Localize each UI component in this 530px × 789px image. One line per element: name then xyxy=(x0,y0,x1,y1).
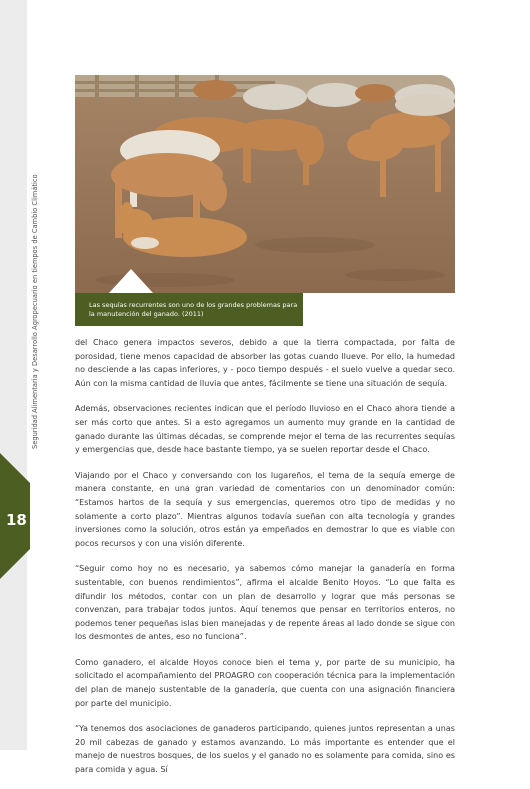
cattle-photo xyxy=(75,75,455,293)
paragraph: Viajando por el Chaco y conversando con los lugareños, el tema de la sequía emerge de manera constante, en una gran variedad de comentarios con un denominador común: “Estamos hartos de la sequía y sus emergencias, queremos otro tipo de medidas y no solamente a corto plazo”. Mientras algunos todavía sueñan con alta tecnología y grandes inversiones como la solución, otros están ya empeñados en demostrar lo que es viable con pocos recursos y con una visión diferente. xyxy=(75,470,455,548)
running-title: Seguridad Alimentaria y Desarrollo Agropecuario en tiempos de Cambio Climático xyxy=(31,174,39,449)
photo-caption: Las sequías recurrentes son uno de los grandes problemas para la manutención del ganado. (2011) xyxy=(89,301,298,318)
article-body xyxy=(75,336,455,789)
paragraph: “Ya tenemos dos asociaciones de ganaderos participando, quienes juntos representan a unas 20 mil cabezas de ganado y estamos avanzando. Lo más importante es entender que el manejo de nuestros bosques, de los suelos y el ganado no es solamente para comida, sino es para comida y agua. Sí xyxy=(75,724,455,775)
paragraph: “Seguir como hoy no es necesario, ya sabemos cómo manejar la ganadería en forma sustentable, con buenos rendimientos”, afirma el alcalde Benito Hoyos. “Lo que falta es difundir los métodos, contar con un plan de desarrollo y lograr que más personas se convenzan, para trabajar todos juntos. Aquí tenemos que pensar en territorios enteros, no podemos tener pequeñas islas bien manejadas y de repente áreas al lado donde se sigue con los desmontes de antes, eso no funciona”. xyxy=(75,564,455,642)
paragraph: Como ganadero, el alcalde Hoyos conoce bien el tema y, por parte de su municipio, ha solicitado el acompañamiento del PROAGRO con cooperación técnica para la implementación del plan de manejo sustentable de la ganadería, que cuenta con una asignación financiera por parte del municipio. xyxy=(75,657,455,708)
page-number: 18 xyxy=(6,511,27,529)
paragraph: del Chaco genera impactos severos, debido a que la tierra compactada, por falta de porosidad, tiene menos capacidad de absorber las gotas cuando llueve. Por ello, la humedad no desciende a las capas inferiores, y - poco tiempo después - el suelo vuelve a quedar seco. Aún con la misma cantidad de lluvia que antes, fácilmente se tiene una situación de sequía. xyxy=(75,338,455,388)
cattle-photo-illustration xyxy=(75,75,455,293)
page-margin-strip xyxy=(0,0,27,750)
paragraph: Además, observaciones recientes indican que el período lluvioso en el Chaco ahora tiende a ser más corto que antes. Si a esto agregamos un aumento muy grande en la cantidad de ganado durante las últimas décadas, se comprende mejor el tema de las recurrentes sequías y emergencias que, desde hace bastante tiempo, ya se suelen reportar desde el Chaco. xyxy=(75,404,455,455)
